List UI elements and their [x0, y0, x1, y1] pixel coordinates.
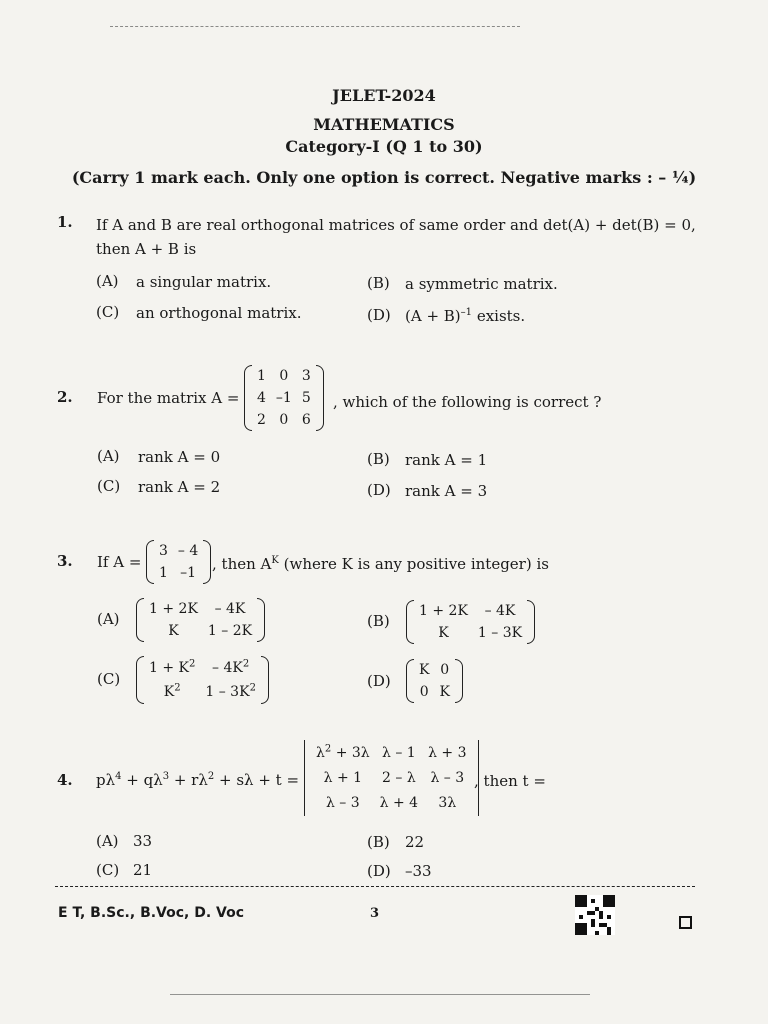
- question-number: 1.: [57, 213, 73, 231]
- option-text: 21: [133, 861, 153, 879]
- question-number: 3.: [57, 552, 73, 570]
- category-title: Category-I (Q 1 to 30): [285, 137, 483, 156]
- option-label[interactable]: (A): [96, 272, 119, 290]
- option-matrix: K 0 0 K: [406, 659, 463, 703]
- question-text-continued: , which of the following is correct ?: [333, 393, 602, 411]
- instructions: (Carry 1 mark each. Only one option is correct. Negative marks : – ¼): [71, 168, 697, 187]
- option-text: rank A = 1: [405, 451, 488, 469]
- option-label[interactable]: (B): [367, 274, 390, 292]
- scan-artifact-top: [110, 26, 520, 27]
- option-text: 22: [405, 833, 425, 851]
- option-matrix: 1 + 2K – 4K K 1 – 3K: [406, 600, 535, 644]
- option-label[interactable]: (D): [367, 306, 391, 324]
- option-text: a singular matrix.: [136, 273, 272, 291]
- exam-title: JELET-2024: [332, 86, 436, 105]
- option-matrix: $1 + K^2$ – $4K^2$ $K^2$ $1 - 3K^2$: [136, 656, 269, 704]
- determinant: $\lambda^2 + 3\lambda$ λ – 1 λ + 3 λ + 1 2 – λ λ – 3 λ – 3 λ + 4 3λ: [304, 740, 479, 816]
- square-marker-icon: [679, 916, 692, 929]
- scan-artifact-bottom: [170, 994, 590, 995]
- option-text: rank A = 2: [138, 478, 221, 496]
- option-text: –33: [405, 862, 432, 880]
- qr-code-icon: [575, 895, 615, 935]
- option-label[interactable]: (C): [96, 861, 120, 879]
- option-matrix: 1 + 2K – 4K K 1 – 2K: [136, 598, 265, 642]
- option-label[interactable]: (B): [367, 612, 390, 630]
- matrix: 1 0 3 4 –1 5 2 0 6: [244, 365, 324, 431]
- option-label[interactable]: (A): [97, 447, 120, 465]
- option-label[interactable]: (C): [97, 477, 121, 495]
- option-text: rank A = 3: [405, 482, 488, 500]
- footer-courses: E T, B.Sc., B.Voc, D. Voc: [58, 905, 245, 921]
- option-text: 33: [133, 832, 153, 850]
- question-text: If A =: [97, 553, 142, 571]
- matrix: 3 – 4 1 –1: [146, 540, 211, 584]
- option-text: a symmetric matrix.: [405, 275, 558, 293]
- option-label[interactable]: (C): [96, 303, 120, 321]
- footer-divider: [55, 886, 695, 887]
- option-label[interactable]: (D): [367, 481, 391, 499]
- option-text: rank A = 0: [138, 448, 221, 466]
- option-label[interactable]: (B): [367, 450, 390, 468]
- question-text-continued: , then $A^K$ (where K is any positive integer) is: [212, 555, 549, 573]
- option-label[interactable]: (A): [96, 832, 119, 850]
- option-label[interactable]: (B): [367, 833, 390, 851]
- subject-title: MATHEMATICS: [313, 115, 455, 134]
- question-text-continued: then A + B is: [96, 240, 197, 258]
- option-label[interactable]: (A): [97, 610, 120, 628]
- question-text: $p\lambda^4 + q\lambda^3 + r\lambda^2 + s\lambda + t$ =: [96, 771, 300, 789]
- question-text-continued: , then t =: [474, 772, 546, 790]
- option-label[interactable]: (D): [367, 672, 391, 690]
- option-label[interactable]: (C): [97, 670, 121, 688]
- option-label[interactable]: (D): [367, 862, 391, 880]
- question-number: 2.: [57, 388, 73, 406]
- page-number: 3: [370, 906, 380, 921]
- option-text: an orthogonal matrix.: [136, 304, 302, 322]
- question-text: If A and B are real orthogonal matrices of same order and det(A) + det(B) = 0,: [96, 216, 696, 234]
- question-text: For the matrix A =: [97, 389, 240, 407]
- option-text: $(A + B)^{-1}$ exists.: [405, 307, 526, 325]
- question-number: 4.: [57, 771, 73, 789]
